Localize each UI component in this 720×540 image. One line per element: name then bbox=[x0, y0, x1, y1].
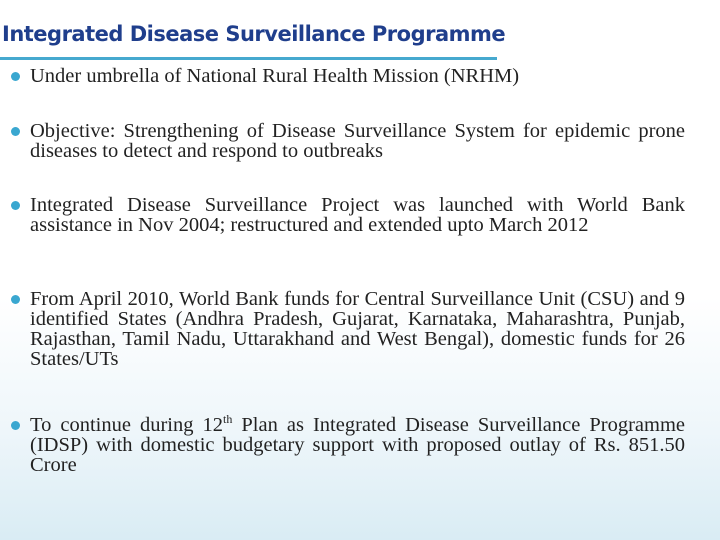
bullet-text: Integrated Disease Surveillance Project was launched with World Bank assistance in Nov 2004; restructured and extended upto March 2012 bbox=[30, 194, 685, 236]
bullet-dot-icon bbox=[11, 421, 20, 430]
ordinal-superscript: th bbox=[223, 412, 233, 427]
bullet-text: Objective: Strengthening of Disease Surveillance System for epidemic prone diseases to detect and respond to outbreaks bbox=[30, 120, 685, 162]
title-underline bbox=[0, 57, 497, 60]
bullet-dot-icon bbox=[11, 127, 20, 136]
bullet-dot-icon bbox=[11, 201, 20, 210]
bullet-text: Under umbrella of National Rural Health Mission (NRHM) bbox=[30, 65, 520, 87]
bullet-text-part: Plan as Integrated Disease Surveillance Programme (IDSP) with domestic budgetary support with proposed outlay of Rs. 851.50 Crore bbox=[30, 414, 686, 476]
slide-title: Integrated Disease Surveillance Programme bbox=[2, 22, 506, 46]
bullet-text: From April 2010, World Bank funds for Central Surveillance Unit (CSU) and 9 identified States (Andhra Pradesh, Gujarat, Karnataka, Maharashtra, Punjab, Rajasthan, Tamil Nadu, Uttarakhand and West Bengal), domestic funds for 26 States/UTs bbox=[30, 288, 685, 370]
bullet-text bbox=[30, 412, 686, 476]
bullet-dot-icon bbox=[11, 72, 20, 81]
bullet-text-part: To continue during 12 bbox=[30, 414, 224, 436]
bullet-dot-icon bbox=[11, 295, 20, 304]
